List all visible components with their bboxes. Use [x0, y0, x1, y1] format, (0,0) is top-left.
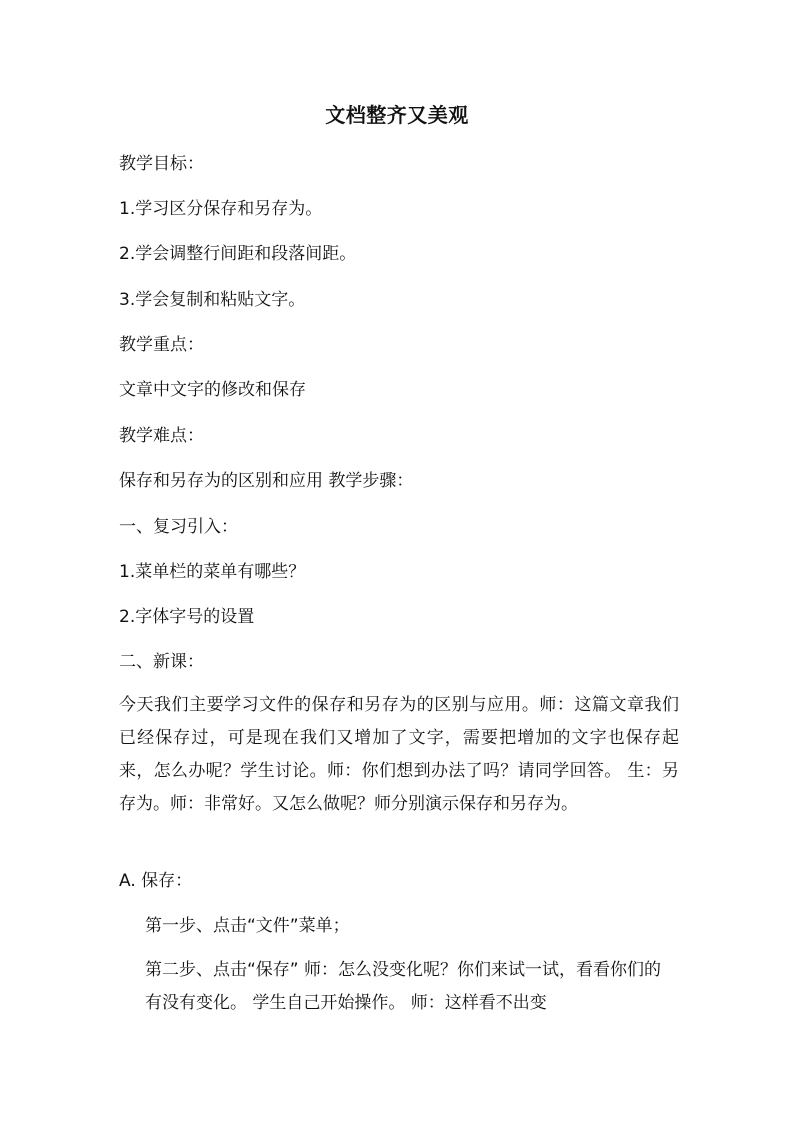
objectives-heading: 教学目标： [119, 154, 204, 174]
objective-item-2: 2.学会调整行间距和段落间距。 [119, 244, 357, 264]
review-item-2: 2.字体字号的设置 [119, 607, 255, 627]
review-item-1: 1.菜单栏的菜单有哪些？ [119, 562, 306, 582]
newlesson-paragraph: 今天我们主要学习文件的保存和另存为的区别与应用。师：这篇文章我们已经保存过，可是现在我们又增加了文字，需要把增加的文字也保存起来，怎么办呢？学生讨论。师：你们想到办法了吗？请同学回答。 生：另存为。师：非常好。又怎么做呢？师分别演示保存和另存为。 [119, 695, 679, 814]
difficulty-text: 保存和另存为的区别和应用 教学步骤： [119, 471, 414, 491]
save-step-1: 第一步、点击“文件”菜单； [145, 916, 350, 936]
review-heading: 一、复习引入： [119, 517, 238, 537]
keypoint-text: 文章中文字的修改和保存 [119, 380, 306, 400]
save-heading: A. 保存： [119, 871, 193, 891]
difficulty-heading: 教学难点： [119, 426, 204, 446]
objective-item-1: 1.学习区分保存和另存为。 [119, 199, 323, 219]
newlesson-heading: 二、新课： [119, 652, 204, 672]
save-step-2: 第二步、点击“保存” 师：怎么没变化呢？你们来试一试，看看你们的有没有变化。 学生自己开始操作。 师：这样看不出变 [145, 960, 662, 1013]
document-title: 文档整齐又美观 [325, 103, 469, 127]
objective-item-3: 3.学会复制和粘贴文字。 [119, 290, 306, 310]
keypoint-heading: 教学重点： [119, 335, 204, 355]
